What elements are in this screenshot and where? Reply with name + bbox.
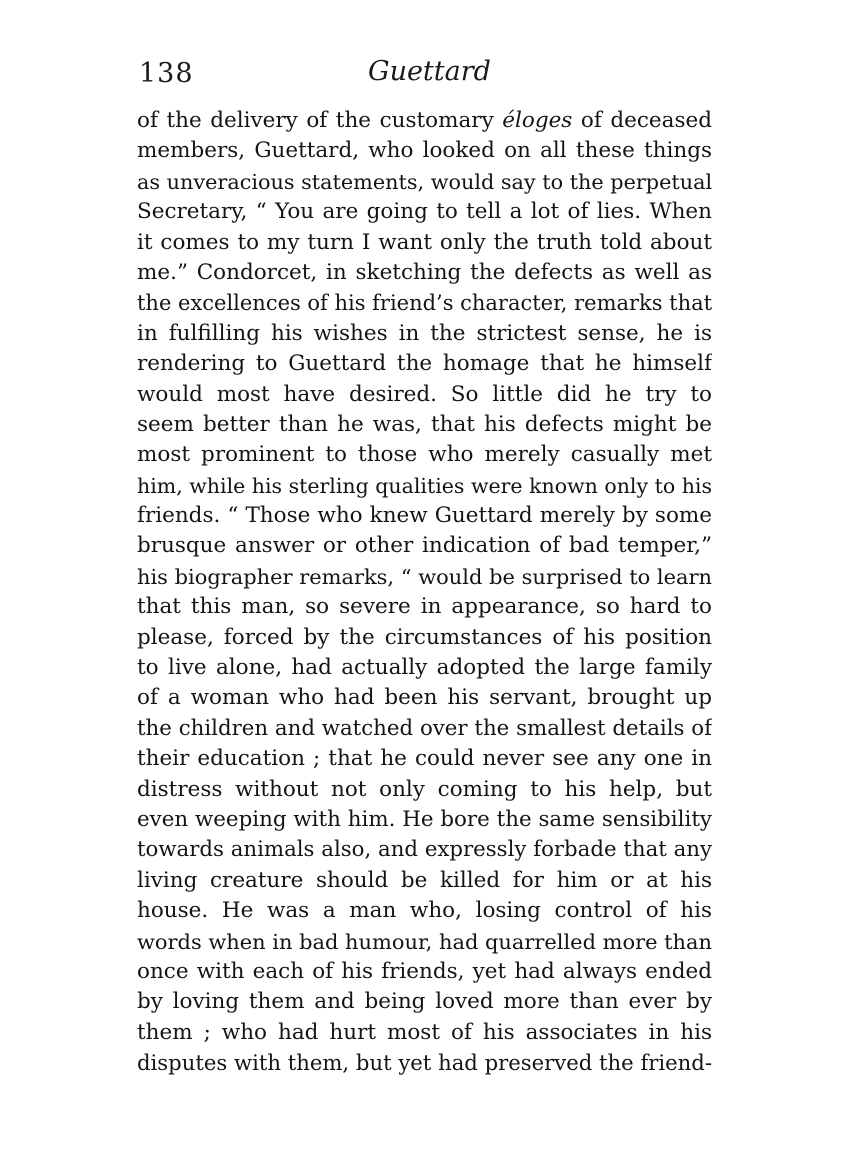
running-head-title: Guettard bbox=[368, 56, 491, 87]
text-line bbox=[137, 927, 712, 957]
text-segment: the excellences of his friend’s character, remarks that bbox=[137, 291, 712, 316]
text-segment: his biographer remarks, “ would be surprised to learn bbox=[137, 564, 712, 589]
text-segment: seem better than he was, that his defects might be bbox=[137, 411, 712, 437]
text-line bbox=[137, 531, 712, 561]
text-line bbox=[137, 653, 712, 683]
text-segment: that this man, so severe in appearance, so hard to bbox=[137, 594, 712, 620]
text-segment: words when in bad humour, had quarrelled more than bbox=[137, 929, 712, 954]
text-line bbox=[137, 136, 712, 166]
text-line bbox=[137, 987, 712, 1017]
text-line bbox=[137, 805, 712, 835]
text-line bbox=[137, 228, 712, 258]
text-segment: brusque answer or other indication of bad temper,” bbox=[137, 533, 712, 559]
text-line bbox=[137, 197, 712, 227]
text-line bbox=[137, 288, 712, 318]
text-segment: it comes to my turn I want only the truth told about bbox=[137, 229, 712, 255]
text-line bbox=[137, 866, 712, 896]
text-segment: disputes with them, but yet had preserved the friend- bbox=[137, 1050, 712, 1076]
text-segment: distress without not only coming to his help, but bbox=[137, 776, 712, 802]
text-segment: members, Guettard, who looked on all these things bbox=[137, 138, 712, 164]
italic-term: éloges bbox=[502, 108, 573, 133]
text-line bbox=[137, 106, 712, 136]
text-segment: the children and watched over the smallest details of bbox=[137, 715, 712, 741]
text-segment: me.” Condorcet, in sketching the defects as well as bbox=[137, 259, 712, 285]
text-segment: of the delivery of the customary bbox=[137, 108, 503, 133]
text-segment: most prominent to those who merely casually met bbox=[137, 442, 712, 468]
text-segment: them ; who had hurt most of his associates in his bbox=[137, 1019, 712, 1045]
text-segment: please, forced by the circumstances of his position bbox=[137, 624, 712, 650]
text-segment: to live alone, had actually adopted the large family bbox=[137, 655, 712, 681]
text-segment: by loving them and being loved more than ever by bbox=[137, 989, 712, 1015]
text-line bbox=[137, 1048, 712, 1078]
text-line bbox=[137, 501, 712, 531]
text-line bbox=[137, 623, 712, 653]
text-line bbox=[137, 714, 712, 744]
text-line bbox=[137, 1018, 712, 1048]
text-segment: friends. “ Those who knew Guettard merely by some bbox=[137, 503, 712, 529]
text-segment: as unveracious statements, would say to the perpetual bbox=[137, 169, 712, 194]
text-segment: of deceased bbox=[572, 108, 712, 133]
text-segment: Secretary, “ You are going to tell a lot of lies. When bbox=[137, 199, 712, 225]
text-line bbox=[137, 380, 712, 410]
text-segment: even weeping with him. He bore the same sensibility bbox=[137, 806, 712, 832]
text-segment: him, while his sterling qualities were known only to his bbox=[137, 473, 712, 498]
text-line bbox=[137, 957, 712, 987]
text-segment: their education ; that he could never see any one in bbox=[137, 746, 712, 772]
text-line bbox=[137, 167, 712, 197]
text-line bbox=[137, 440, 712, 470]
text-line bbox=[137, 410, 712, 440]
page-number: 138 bbox=[139, 58, 194, 89]
text-segment: towards animals also, and expressly forbade that any bbox=[137, 837, 712, 863]
text-segment: once with each of his friends, yet had always ended bbox=[137, 958, 712, 984]
body-text bbox=[137, 106, 712, 1079]
text-line bbox=[137, 835, 712, 865]
text-segment: house. He was a man who, losing control of his bbox=[137, 898, 712, 924]
text-segment: of a woman who had been his servant, brought up bbox=[137, 685, 712, 711]
text-segment: in fulfilling his wishes in the strictest sense, he is bbox=[137, 320, 712, 346]
text-line bbox=[137, 258, 712, 288]
text-line bbox=[137, 471, 712, 501]
text-line bbox=[137, 896, 712, 926]
text-line bbox=[137, 683, 712, 713]
text-line bbox=[137, 744, 712, 774]
text-line bbox=[137, 775, 712, 805]
text-line bbox=[137, 592, 712, 622]
text-line bbox=[137, 319, 712, 349]
text-segment: living creature should be killed for him or at his bbox=[137, 867, 712, 893]
text-line bbox=[137, 349, 712, 379]
text-line bbox=[137, 562, 712, 592]
text-segment: rendering to Guettard the homage that he himself bbox=[137, 351, 712, 377]
text-segment: would most have desired. So little did he try to bbox=[137, 381, 712, 407]
